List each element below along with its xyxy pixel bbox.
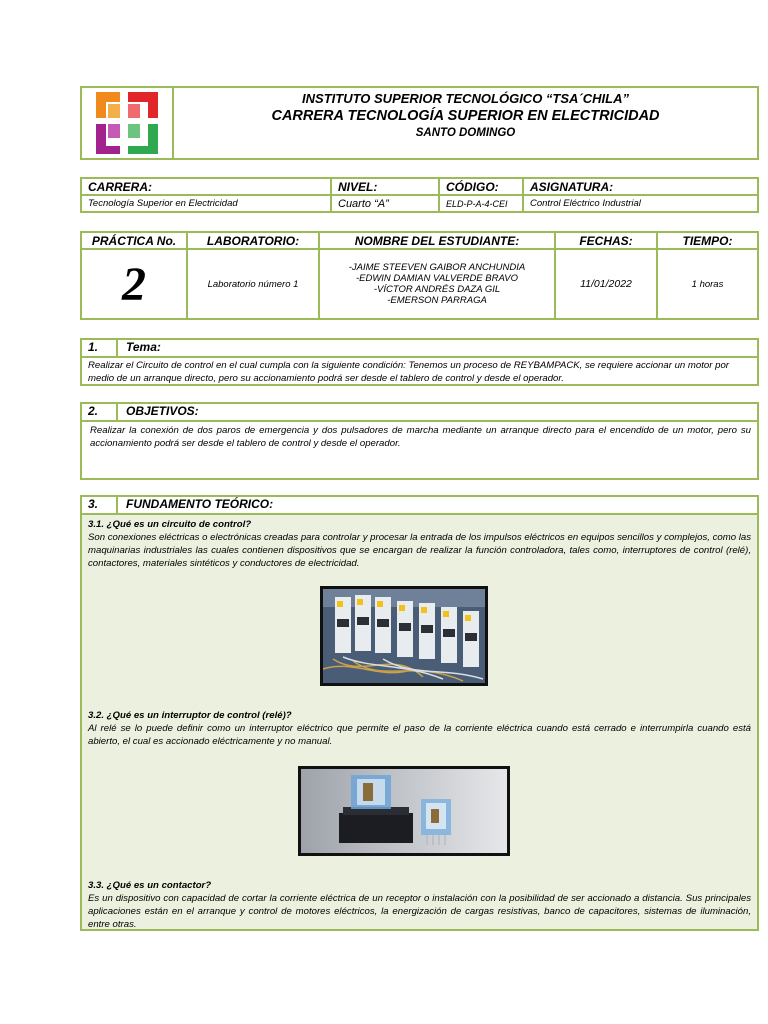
tiempo-label: TIEMPO:	[657, 232, 758, 249]
course-info-table	[80, 177, 759, 213]
laboratorio-label: LABORATORIO:	[187, 232, 319, 249]
section-title: OBJETIVOS:	[116, 404, 199, 420]
section-number: 3.	[88, 497, 99, 511]
nivel-label: NIVEL:	[331, 178, 439, 195]
student-name: -EDWIN DAMIAN VALVERDE BRAVO	[355, 273, 519, 284]
logo-cell	[82, 88, 174, 158]
relay-image	[301, 769, 507, 853]
question-heading: 3.2. ¿Qué es un interruptor de control (relé)?	[88, 710, 292, 721]
contactors-image	[323, 589, 485, 683]
tema-text: Realizar el Circuito de control en el cual cumpla con la siguiente condición: Tenemos un proceso de REYBAMPACK, se requiere accionar un motor por medio de un arranque directo, pero su accionamiento podrá ser desde el tablero de control y desde el operador.	[88, 360, 729, 384]
section-fundamento	[80, 495, 759, 931]
section-number: 2.	[88, 404, 99, 418]
section-header	[82, 340, 757, 358]
practica-label: PRÁCTICA No.	[81, 232, 187, 249]
subsection-3	[88, 879, 751, 931]
carrera-value: Tecnología Superior en Electricidad	[81, 195, 331, 212]
objetivos-text: Realizar la conexión de dos paros de emergencia y dos pulsadores de marcha mediante un arranque directo para el encendido de un motor, pero su accionamiento podrá ser desde el tablero de control y desde el operador.	[90, 425, 751, 449]
institute-logo-icon	[82, 88, 172, 158]
student-name: -JAIME STEEVEN GAIBOR ANCHUNDIA	[348, 262, 526, 273]
codigo-value: ELD-P-A-4-CEI	[439, 195, 523, 212]
asignatura-label: ASIGNATURA:	[523, 178, 758, 195]
career-title: CARRERA TECNOLOGÍA SUPERIOR EN ELECTRICIDAD	[271, 108, 660, 124]
section-title: Tema:	[116, 340, 161, 356]
practice-table	[80, 231, 759, 320]
section-title: FUNDAMENTO TEÓRICO:	[116, 497, 273, 513]
nivel-value: Cuarto “A”	[331, 195, 439, 212]
answer-text: Son conexiones eléctricas o electrónicas creadas para controlar y procesar la entrada de los impulsos eléctricos en equipos sencillos y complejos, como las maquinarias industriales las cuales contienen dispositivos que se encargan de realizar la función controladora, tales como, interruptores de control (relé), contactores, materiales sintéticos y conductores de electricidad.	[88, 532, 751, 569]
laboratorio-value: Laboratorio número 1	[187, 249, 319, 319]
control-circuit-photo	[320, 586, 488, 686]
answer-text: Al relé se lo puede definir como un interruptor eléctrico que permite el paso de la corriente eléctrica cuando está cerrado e interrumpirla cuando está abierto, el cual es accionado eléctricamente y no manual.	[88, 723, 751, 747]
section-header	[82, 404, 757, 422]
relay-photo	[298, 766, 510, 856]
institute-name: INSTITUTO SUPERIOR TECNOLÓGICO “TSA´CHILA”	[302, 91, 629, 106]
subsection-2	[88, 709, 751, 748]
practice-number: 2	[122, 257, 146, 311]
asignatura-value: Control Eléctrico Industrial	[523, 195, 758, 212]
codigo-label: CÓDIGO:	[439, 178, 523, 195]
student-name: -VÍCTOR ANDRÉS DAZA GIL	[373, 284, 501, 295]
fechas-label: FECHAS:	[555, 232, 657, 249]
header-text	[174, 88, 757, 158]
answer-text: Es un dispositivo con capacidad de cortar la corriente eléctrica de un receptor o instalación con la posibilidad de ser accionado a distancia. Sus principales aplicaciones están en el arranque y control de motores eléctricos, la energización de cargas resistivas, banco de capacitores, sistemas de iluminación, entre otras.	[88, 893, 751, 930]
fecha-value: 11/01/2022	[555, 249, 657, 319]
question-heading: 3.1. ¿Qué es un circuito de control?	[88, 519, 252, 530]
student-name: -EMERSON PARRAGA	[387, 295, 487, 306]
document-header	[80, 86, 759, 160]
students-cell	[319, 249, 555, 319]
city-name: SANTO DOMINGO	[415, 127, 516, 139]
question-heading: 3.3. ¿Qué es un contactor?	[88, 880, 212, 891]
section-objetivos	[80, 402, 759, 480]
subsection-1	[88, 518, 751, 570]
carrera-label: CARRERA:	[81, 178, 331, 195]
tiempo-value: 1 horas	[657, 249, 758, 319]
section-number: 1.	[88, 340, 99, 354]
section-header	[82, 497, 757, 515]
practice-number-cell	[81, 249, 187, 319]
section-tema	[80, 338, 759, 386]
estudiante-label: NOMBRE DEL ESTUDIANTE:	[319, 232, 555, 249]
